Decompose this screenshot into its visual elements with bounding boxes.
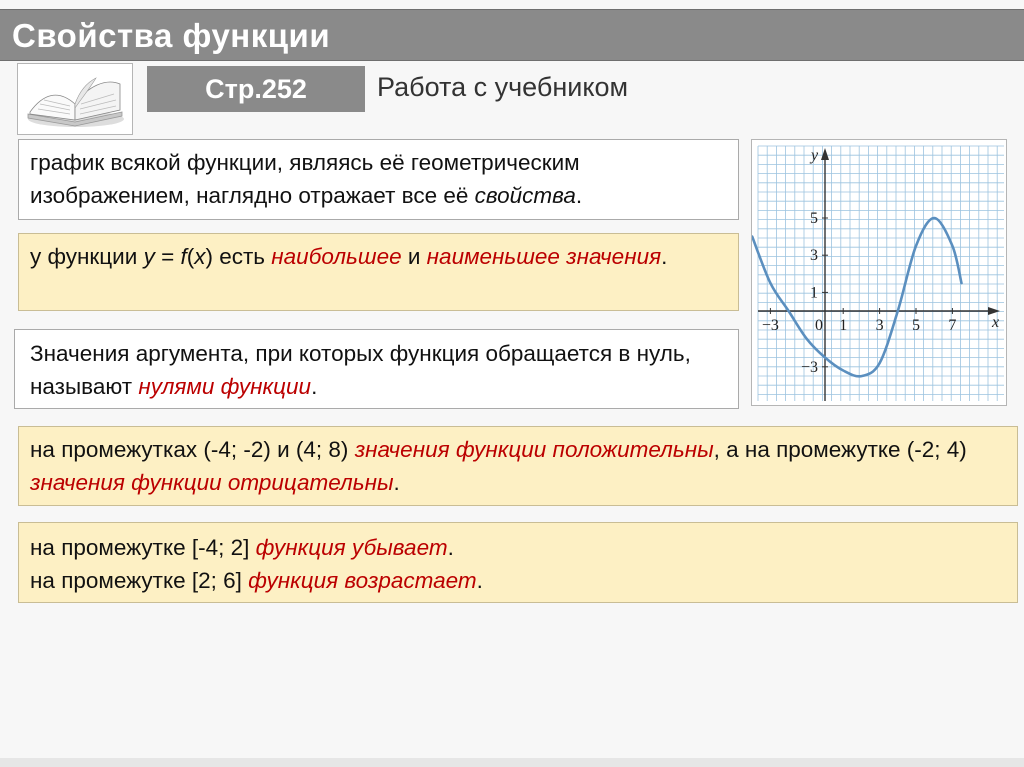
text-box-graph xyxy=(18,139,739,220)
text-italic: f xyxy=(180,244,187,269)
highlight-text: значения функции отрицательны xyxy=(30,470,394,495)
x-tick-label: 0 xyxy=(815,317,823,334)
highlight-text: значения функции положительны xyxy=(354,437,714,462)
x-axis-label: x xyxy=(992,314,1000,331)
text: . xyxy=(575,183,583,208)
text: на промежутках (-4; -2) и (4; 8) xyxy=(30,437,355,462)
y-tick-label: 5 xyxy=(810,210,818,227)
text: = xyxy=(154,244,181,269)
text: на промежутке [-4; 2] xyxy=(30,535,256,560)
text: ( xyxy=(186,244,195,269)
page-badge: Стр.252 xyxy=(147,66,365,112)
y-tick-label: 1 xyxy=(810,284,818,302)
function-curve xyxy=(752,218,961,376)
text-italic: y xyxy=(143,244,155,269)
text-box-zeros xyxy=(14,329,739,409)
x-tick-label: 1 xyxy=(839,317,848,334)
text-box-extrema xyxy=(18,233,739,311)
text: и xyxy=(401,244,427,269)
text: . xyxy=(476,568,483,593)
x-tick-label: 7 xyxy=(948,317,957,334)
text: . xyxy=(447,535,454,560)
text: , а на промежутке (-2; 4) xyxy=(713,437,967,462)
text-italic: свойства xyxy=(474,183,576,208)
title-bar xyxy=(0,9,1024,61)
slide-title: Свойства функции xyxy=(12,17,331,54)
work-label: Работа с учебником xyxy=(377,72,629,102)
text: у функции xyxy=(30,244,144,269)
x-tick-label: −3 xyxy=(761,317,779,334)
graph-svg xyxy=(752,140,1008,407)
line-1 xyxy=(30,531,1017,564)
line-2 xyxy=(30,564,1017,597)
highlight-text: наибольшее xyxy=(271,244,402,269)
x-tick-label: 3 xyxy=(875,317,884,334)
text-italic: x xyxy=(194,244,206,269)
bottom-strip xyxy=(0,758,1024,767)
function-graph xyxy=(751,139,1007,406)
text: на промежутке [2; 6] xyxy=(30,568,249,593)
y-axis-label: y xyxy=(811,147,819,164)
x-tick-label: 5 xyxy=(912,317,920,334)
text: . xyxy=(311,374,318,399)
text-box-monotonic xyxy=(18,522,1018,603)
text: график всякой функции, являясь её геометрическим изображением, наглядно отражает все её xyxy=(30,150,580,208)
text: . xyxy=(393,470,400,495)
text: . xyxy=(661,244,668,269)
y-tick-label: −3 xyxy=(800,358,818,376)
y-tick-label: 3 xyxy=(810,247,818,265)
highlight-text: функция возрастает xyxy=(248,568,477,593)
text: ) есть xyxy=(205,244,272,269)
highlight-text: наименьшее значения xyxy=(426,244,662,269)
book-icon xyxy=(17,63,133,135)
highlight-text: функция убывает xyxy=(255,535,448,560)
highlight-text: нулями функции xyxy=(138,374,312,399)
text-box-sign xyxy=(18,426,1018,506)
text: Значения аргумента, при которых функция обращается в нуль, называют xyxy=(30,341,691,399)
